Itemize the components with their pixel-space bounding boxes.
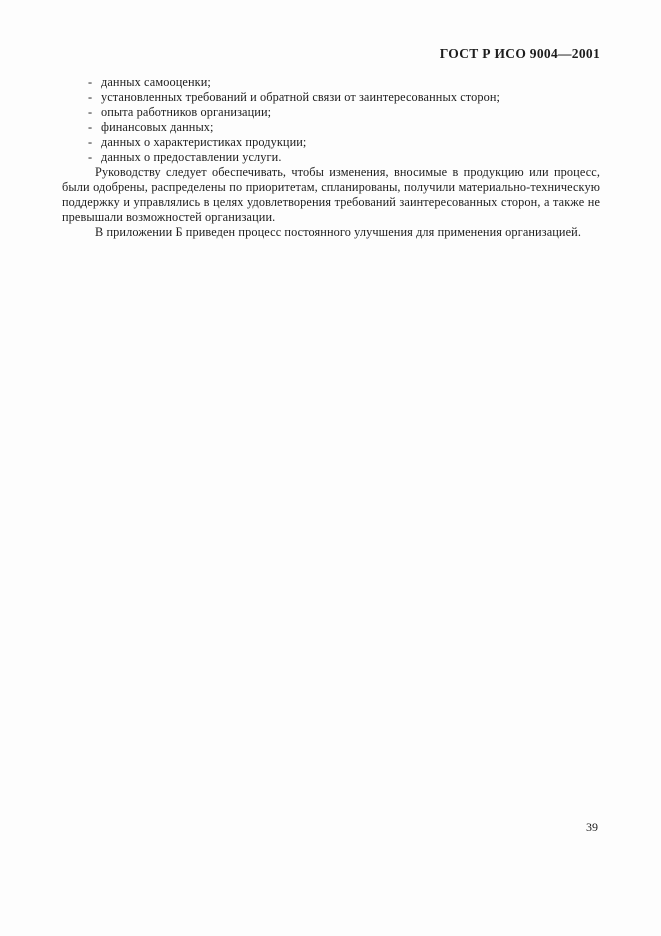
standard-code-header: ГОСТ Р ИСО 9004—2001 [439, 46, 600, 61]
bullet-list [62, 75, 600, 165]
list-item [62, 150, 600, 165]
list-dash: - [88, 75, 93, 89]
list-item-text: установленных требований и обратной связи от заинтересованных сторон; [101, 90, 501, 104]
list-item [62, 90, 600, 105]
list-dash: - [88, 150, 93, 164]
list-dash: - [88, 135, 93, 149]
list-item-text: данных о предоставлении услуги. [101, 150, 282, 164]
list-item [62, 120, 600, 135]
page-content [62, 75, 600, 240]
body-paragraph: В приложении Б приведен процесс постоянного улучшения для применения организацией. [95, 225, 582, 239]
list-item [62, 105, 600, 120]
list-dash: - [88, 105, 93, 119]
page-number: 39 [586, 820, 598, 834]
list-dash: - [88, 90, 93, 104]
list-item-text: данных самооценки; [101, 75, 211, 89]
list-item [62, 135, 600, 150]
list-item-text: финансовых данных; [101, 120, 214, 134]
list-item [62, 75, 600, 90]
list-dash: - [88, 120, 93, 134]
list-item-text: опыта работников организации; [101, 105, 272, 119]
list-item-text: данных о характеристиках продукции; [101, 135, 307, 149]
body-paragraph: Руководству следует обеспечивать, чтобы изменения, вносимые в продукцию или процесс, были одобрены, распределены по приоритетам, спланированы, получили материально-техническую поддержку и управлялись в целях удовлетворения требований заинтересованных сторон, а также не превышали возможностей организации. [62, 165, 600, 224]
